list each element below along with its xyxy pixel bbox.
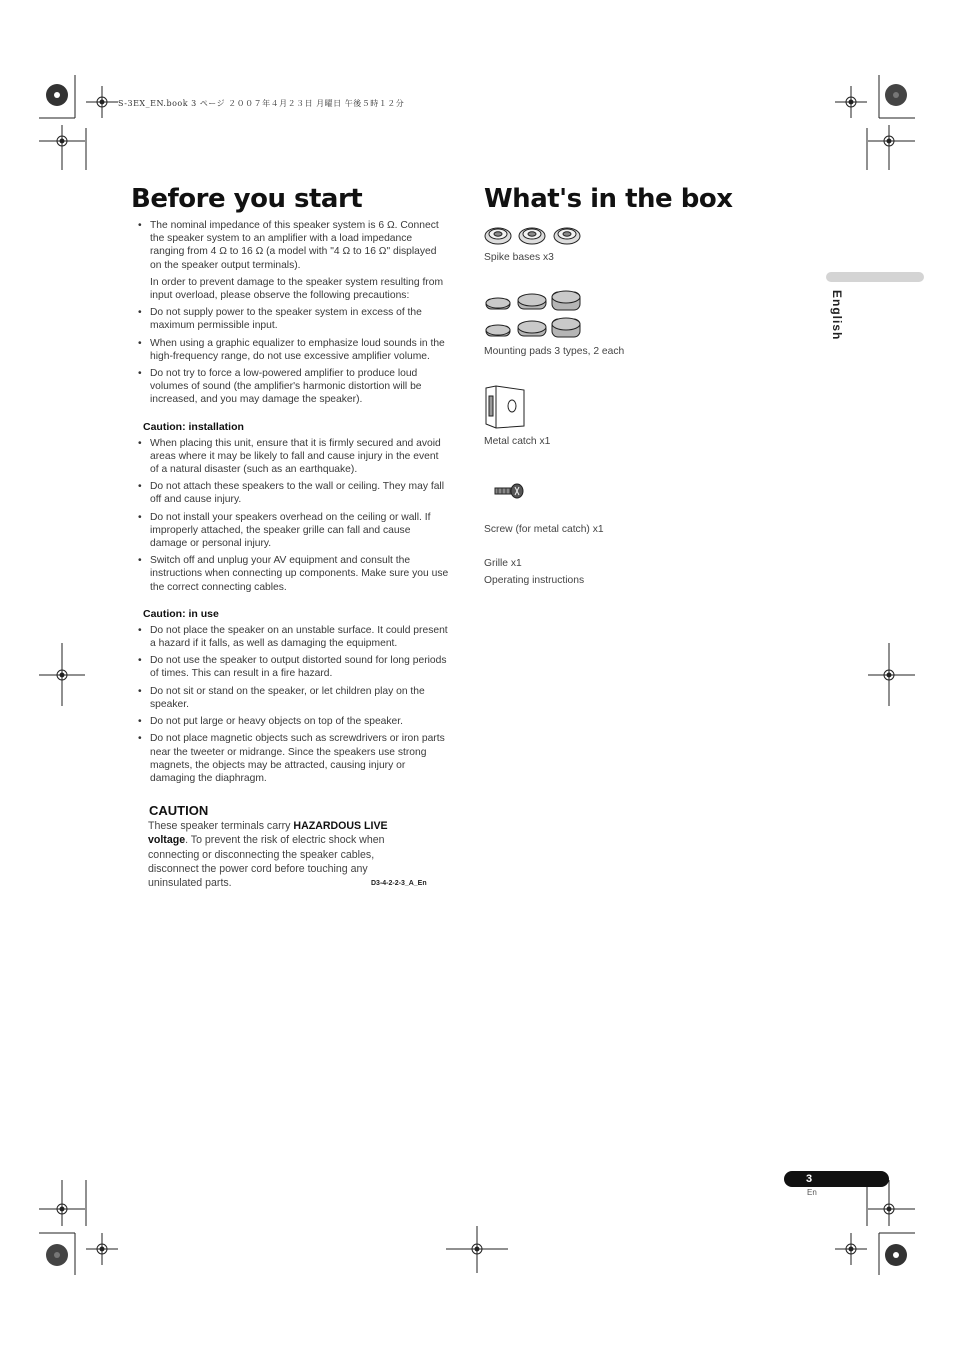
metal-catch-label: Metal catch x1 bbox=[484, 436, 551, 447]
page-title-before-you-start: Before you start bbox=[131, 184, 363, 214]
page-number: 3 bbox=[806, 1173, 813, 1185]
caution-text-bold: HAZARDOUS LIVE voltage bbox=[148, 820, 388, 847]
list-item: • Do not sit or stand on the speaker, or let children play on the speaker. bbox=[137, 685, 449, 711]
screw-label: Screw (for metal catch) x1 bbox=[484, 524, 604, 535]
list-item: • Do not install your speakers overhead on the ceiling or wall. If improperly attached, the speaker grille can fall and cause damage or personal injury. bbox=[137, 511, 449, 551]
caution-text-pre: These speaker terminals carry bbox=[148, 820, 294, 832]
list-item: • The nominal impedance of this speaker system is 6 Ω. Connect the speaker system to an amplifier with a load impedance ranging from 4 Ω to 16 Ω (a model with "4 Ω to 16 Ω" displayed on the speaker output terminals). bbox=[137, 219, 449, 272]
precaution-list bbox=[137, 306, 449, 406]
caution-title: CAUTION bbox=[149, 803, 209, 818]
language-tab-label: English bbox=[830, 290, 844, 341]
mounting-pads-label: Mounting pads 3 types, 2 each bbox=[484, 346, 625, 357]
page-lang-code: En bbox=[807, 1188, 817, 1197]
in-use-heading: Caution: in use bbox=[143, 607, 219, 620]
grille-label: Grille x1 bbox=[484, 558, 522, 569]
metal-catch-image bbox=[484, 384, 528, 430]
caution-code: D3-4-2-2-3_A_En bbox=[371, 880, 427, 887]
list-item: • Do not place magnetic objects such as screwdrivers or iron parts near the tweeter or midrange. Since the speakers use strong magnets, the objects may be attracted, causing injury or damaging the diaphragm. bbox=[137, 732, 449, 785]
installation-list bbox=[137, 437, 449, 594]
list-item: • When placing this unit, ensure that it is firmly secured and avoid areas where it may be likely to fall and cause injury in the event of a natural disaster (such as an earthquake). bbox=[137, 437, 449, 477]
print-header-line: S-3EX_EN.book 3 ページ ２００７年４月２３日 月曜日 午後５時１２分 bbox=[118, 99, 405, 108]
intro-paragraph: In order to prevent damage to the speaker system resulting from input overload, please observe the following precautions: bbox=[150, 276, 444, 302]
page-number-pill bbox=[784, 1171, 889, 1187]
page-title-whats-in-the-box: What's in the box bbox=[484, 184, 733, 214]
intro-list bbox=[137, 219, 449, 272]
caution-text-post: . To prevent the risk of electric shock when connecting or disconnecting the speaker cables, disconnect the power cord before touching any uninsulated parts. bbox=[148, 834, 385, 890]
list-item: • Do not use the speaker to output distorted sound for long periods of times. This can result in a fire hazard. bbox=[137, 654, 449, 680]
before-you-start-section bbox=[137, 219, 449, 789]
spike-bases-image bbox=[484, 224, 584, 248]
mounting-pads-image bbox=[484, 290, 584, 340]
language-tab-bar bbox=[826, 272, 924, 282]
list-item: • Do not try to force a low-powered amplifier to produce loud volumes of sound (the amplifier's harmonic distortion will be increased, and you may damage the speaker). bbox=[137, 367, 449, 407]
list-item: • When using a graphic equalizer to emphasize loud sounds in the high-frequency range, do not use excessive amplifier volume. bbox=[137, 337, 449, 363]
operating-instructions-label: Operating instructions bbox=[484, 575, 585, 586]
list-item: • Do not attach these speakers to the wall or ceiling. They may fall off and cause injury. bbox=[137, 480, 449, 506]
in-use-list bbox=[137, 624, 449, 785]
list-item: • Do not supply power to the speaker system in excess of the maximum permissible input. bbox=[137, 306, 449, 332]
spike-bases-label: Spike bases x3 bbox=[484, 252, 554, 263]
list-item: • Do not place the speaker on an unstable surface. It could present a hazard if it falls, as well as damaging the equipment. bbox=[137, 624, 449, 650]
list-item: • Switch off and unplug your AV equipment and consult the instructions when connecting up components. Make sure you use the correct connecting cables. bbox=[137, 554, 449, 594]
list-item: • Do not put large or heavy objects on top of the speaker. bbox=[137, 715, 449, 728]
screw-image bbox=[494, 482, 526, 500]
installation-heading: Caution: installation bbox=[143, 420, 244, 433]
